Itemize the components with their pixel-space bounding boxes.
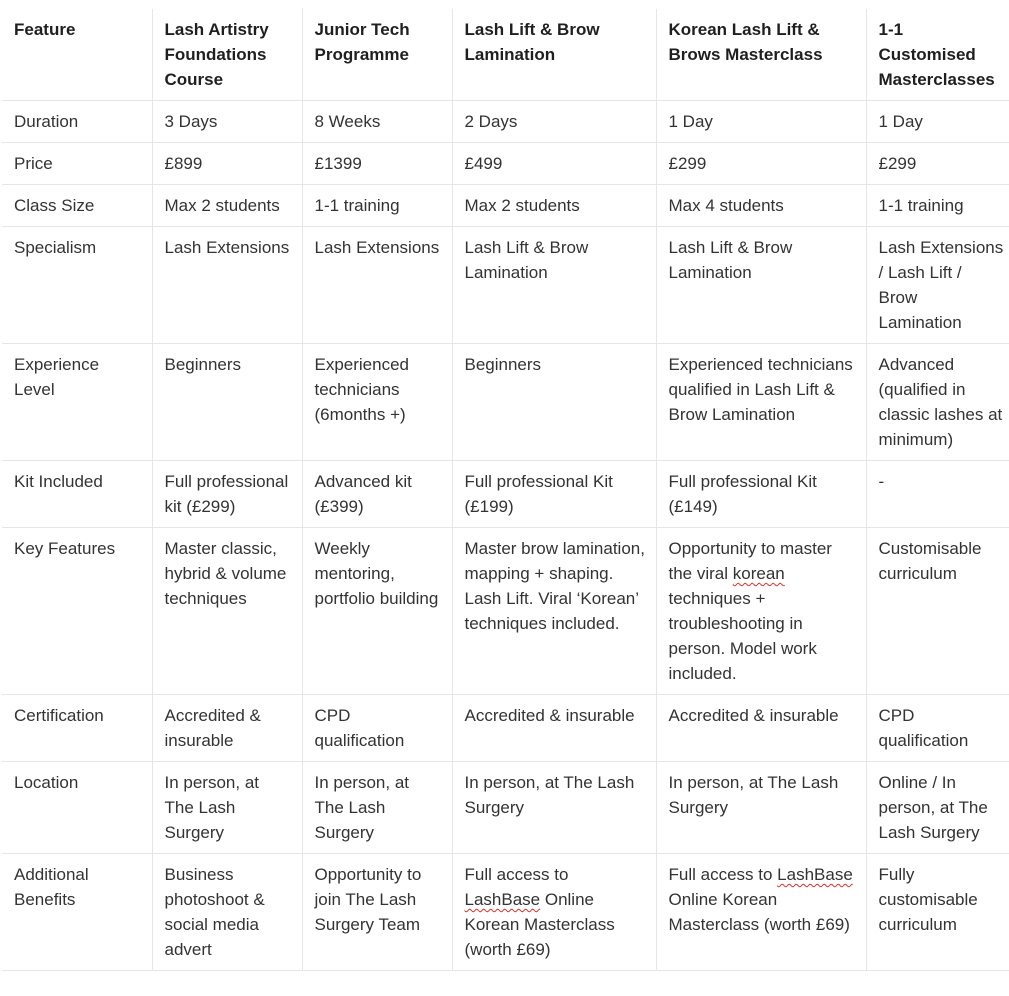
cell-location-feature-label: Location	[2, 762, 152, 854]
cell-specialism-feature-label: Specialism	[2, 227, 152, 344]
spellcheck-flagged-word: LashBase	[777, 865, 853, 884]
spellcheck-flagged-word: LashBase	[464, 890, 541, 909]
cell-kit-included-customised-masterclasses: -	[866, 461, 1009, 528]
cell-specialism-korean-lash-lift-masterclass: Lash Lift & Brow Lamination	[656, 227, 866, 344]
cell-certification-junior-tech-programme: CPD qualification	[302, 695, 452, 762]
cell-class-size-junior-tech-programme: 1-1 training	[302, 185, 452, 227]
cell-certification-feature-label: Certification	[2, 695, 152, 762]
cell-location-lash-artistry-foundations: In person, at The Lash Surgery	[152, 762, 302, 854]
cell-certification-korean-lash-lift-masterclass: Accredited & insurable	[656, 695, 866, 762]
cell-certification-lash-lift-brow-lamination: Accredited & insurable	[452, 695, 656, 762]
cell-experience-level-customised-masterclasses: Advanced (qualified in classic lashes at minimum)	[866, 344, 1009, 461]
header-junior-tech-programme: Junior Tech Programme	[302, 9, 452, 101]
cell-key-features-customised-masterclasses: Customisable curriculum	[866, 528, 1009, 695]
table-row-specialism	[2, 227, 1009, 344]
cell-price-korean-lash-lift-masterclass: £299	[656, 143, 866, 185]
header-korean-lash-lift-masterclass: Korean Lash Lift & Brows Masterclass	[656, 9, 866, 101]
cell-key-features-junior-tech-programme: Weekly mentoring, portfolio building	[302, 528, 452, 695]
cell-key-features-feature-label: Key Features	[2, 528, 152, 695]
cell-key-features-korean-lash-lift-masterclass: Opportunity to master the viral korean techniques + troubleshooting in person. Model work included.	[656, 528, 866, 695]
cell-duration-customised-masterclasses: 1 Day	[866, 101, 1009, 143]
cell-price-lash-artistry-foundations: £899	[152, 143, 302, 185]
table-row-experience-level	[2, 344, 1009, 461]
table-row-certification	[2, 695, 1009, 762]
table-body	[2, 101, 1009, 971]
cell-class-size-lash-lift-brow-lamination: Max 2 students	[452, 185, 656, 227]
cell-price-lash-lift-brow-lamination: £499	[452, 143, 656, 185]
cell-key-features-lash-artistry-foundations: Master classic, hybrid & volume techniques	[152, 528, 302, 695]
cell-specialism-lash-lift-brow-lamination: Lash Lift & Brow Lamination	[452, 227, 656, 344]
cell-specialism-junior-tech-programme: Lash Extensions	[302, 227, 452, 344]
header-lash-artistry-foundations: Lash Artistry Foundations Course	[152, 9, 302, 101]
cell-experience-level-lash-artistry-foundations: Beginners	[152, 344, 302, 461]
cell-price-customised-masterclasses: £299	[866, 143, 1009, 185]
cell-kit-included-junior-tech-programme: Advanced kit (£399)	[302, 461, 452, 528]
cell-specialism-lash-artistry-foundations: Lash Extensions	[152, 227, 302, 344]
cell-additional-benefits-junior-tech-programme: Opportunity to join The Lash Surgery Team	[302, 854, 452, 971]
table-row-key-features	[2, 528, 1009, 695]
table-row-duration	[2, 101, 1009, 143]
cell-kit-included-feature-label: Kit Included	[2, 461, 152, 528]
cell-certification-customised-masterclasses: CPD qualification	[866, 695, 1009, 762]
header-feature: Feature	[2, 9, 152, 101]
header-customised-masterclasses: 1-1 Customised Masterclasses	[866, 9, 1009, 101]
cell-additional-benefits-lash-artistry-foundations: Business photoshoot & social media advert	[152, 854, 302, 971]
cell-additional-benefits-feature-label: Additional Benefits	[2, 854, 152, 971]
cell-specialism-customised-masterclasses: Lash Extensions / Lash Lift / Brow Lamination	[866, 227, 1009, 344]
cell-additional-benefits-customised-masterclasses: Fully customisable curriculum	[866, 854, 1009, 971]
cell-duration-lash-lift-brow-lamination: 2 Days	[452, 101, 656, 143]
cell-location-korean-lash-lift-masterclass: In person, at The Lash Surgery	[656, 762, 866, 854]
cell-key-features-lash-lift-brow-lamination: Master brow lamination, mapping + shaping. Lash Lift. Viral ‘Korean’ techniques included.	[452, 528, 656, 695]
cell-experience-level-lash-lift-brow-lamination: Beginners	[452, 344, 656, 461]
cell-class-size-feature-label: Class Size	[2, 185, 152, 227]
table-row-kit-included	[2, 461, 1009, 528]
cell-price-feature-label: Price	[2, 143, 152, 185]
cell-duration-feature-label: Duration	[2, 101, 152, 143]
table-row-class-size	[2, 185, 1009, 227]
cell-class-size-korean-lash-lift-masterclass: Max 4 students	[656, 185, 866, 227]
cell-class-size-customised-masterclasses: 1-1 training	[866, 185, 1009, 227]
table-row-location	[2, 762, 1009, 854]
header-lash-lift-brow-lamination: Lash Lift & Brow Lamination	[452, 9, 656, 101]
cell-duration-lash-artistry-foundations: 3 Days	[152, 101, 302, 143]
course-comparison-table	[2, 9, 1009, 971]
cell-certification-lash-artistry-foundations: Accredited & insurable	[152, 695, 302, 762]
cell-location-customised-masterclasses: Online / In person, at The Lash Surgery	[866, 762, 1009, 854]
cell-kit-included-lash-artistry-foundations: Full professional kit (£299)	[152, 461, 302, 528]
table-header-row	[2, 9, 1009, 101]
cell-experience-level-korean-lash-lift-masterclass: Experienced technicians qualified in Lash Lift & Brow Lamination	[656, 344, 866, 461]
table-row-additional-benefits	[2, 854, 1009, 971]
table-row-price	[2, 143, 1009, 185]
cell-duration-junior-tech-programme: 8 Weeks	[302, 101, 452, 143]
cell-kit-included-lash-lift-brow-lamination: Full professional Kit (£199)	[452, 461, 656, 528]
cell-experience-level-feature-label: Experience Level	[2, 344, 152, 461]
cell-duration-korean-lash-lift-masterclass: 1 Day	[656, 101, 866, 143]
cell-location-junior-tech-programme: In person, at The Lash Surgery	[302, 762, 452, 854]
cell-additional-benefits-korean-lash-lift-masterclass: Full access to LashBase Online Korean Masterclass (worth £69)	[656, 854, 866, 971]
cell-class-size-lash-artistry-foundations: Max 2 students	[152, 185, 302, 227]
cell-location-lash-lift-brow-lamination: In person, at The Lash Surgery	[452, 762, 656, 854]
spellcheck-flagged-word: korean	[732, 564, 785, 583]
cell-kit-included-korean-lash-lift-masterclass: Full professional Kit (£149)	[656, 461, 866, 528]
cell-price-junior-tech-programme: £1399	[302, 143, 452, 185]
cell-additional-benefits-lash-lift-brow-lamination: Full access to LashBase Online Korean Masterclass (worth £69)	[452, 854, 656, 971]
cell-experience-level-junior-tech-programme: Experienced technicians (6months +)	[302, 344, 452, 461]
